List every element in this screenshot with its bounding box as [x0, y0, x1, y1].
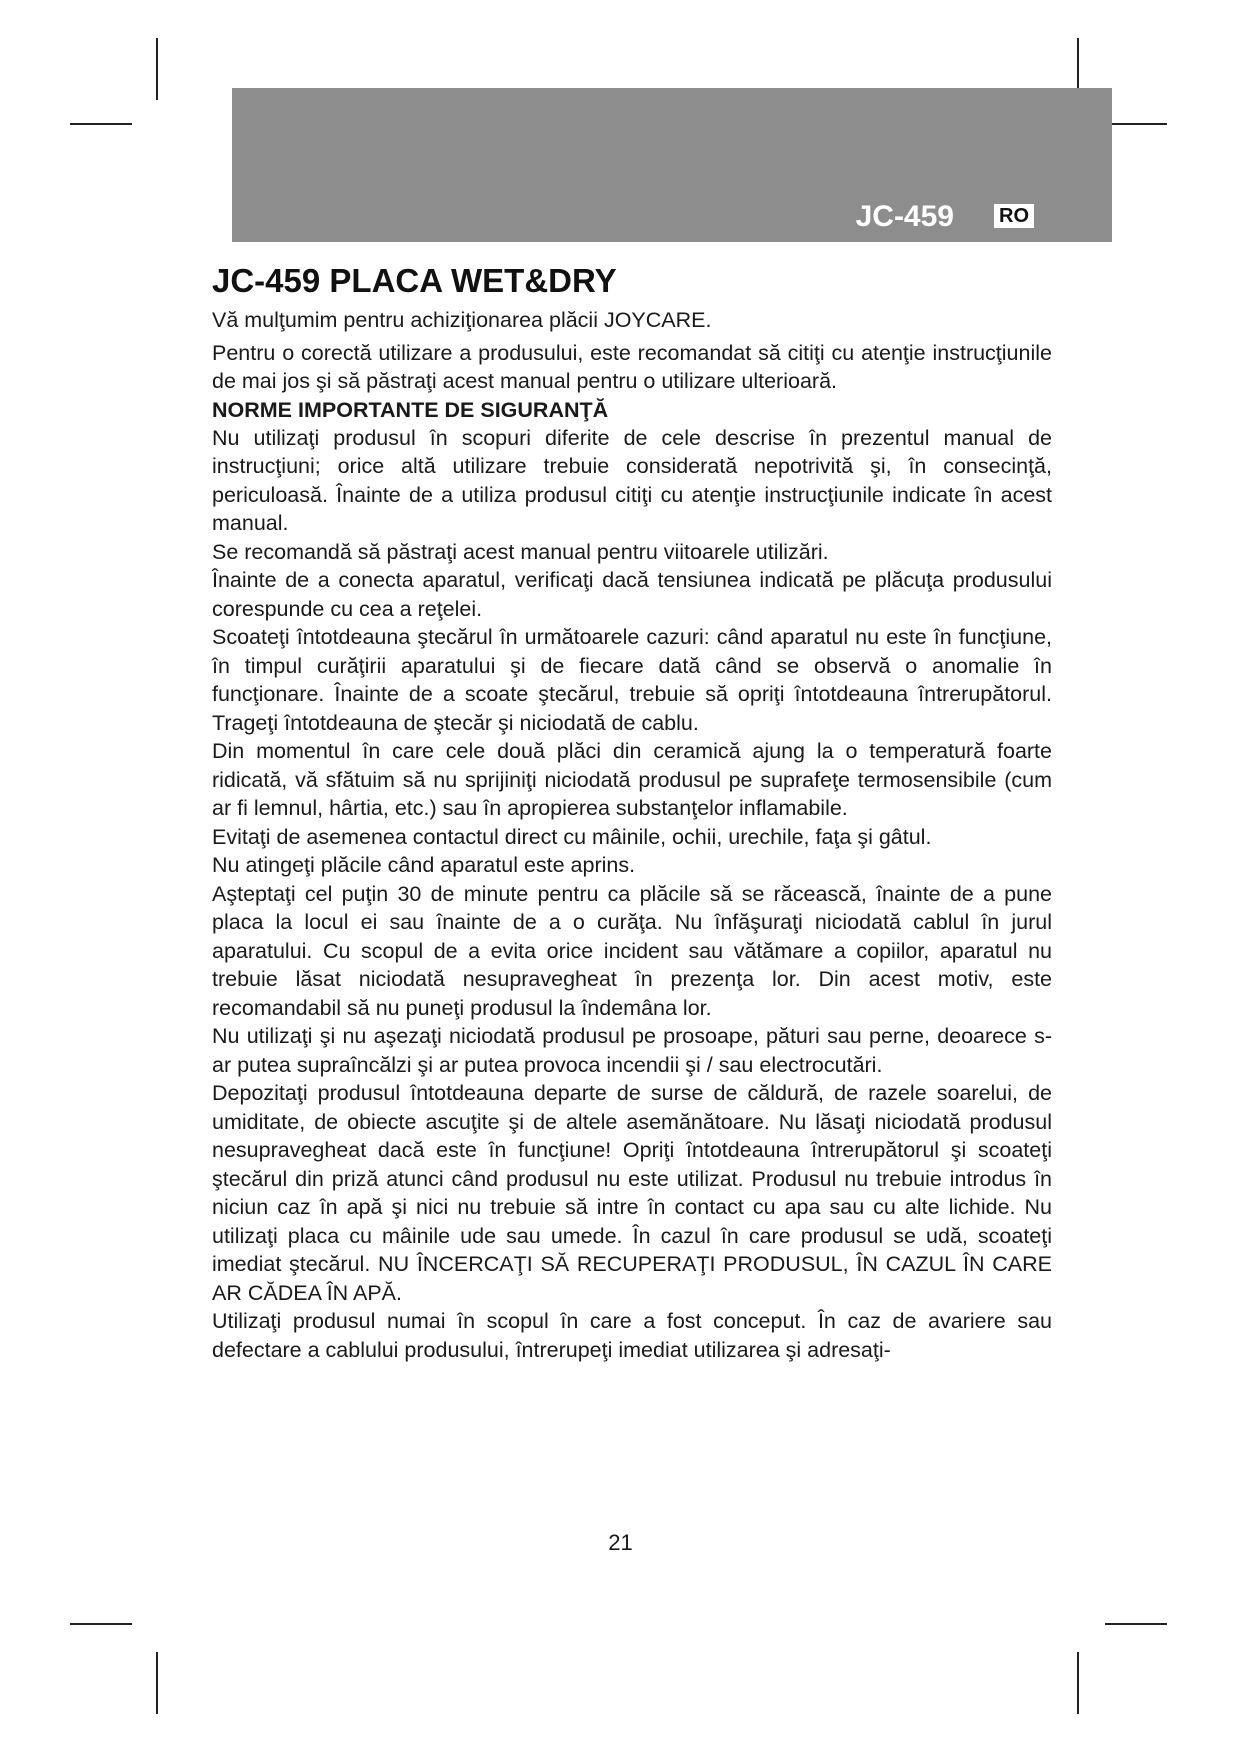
safety-paragraph: Scoateţi întotdeauna ştecărul în următoarele cazuri: când aparatul nu este în funcţiune, în timpul curăţirii aparatului şi de fiecare dată când se observă o anomalie în funcţionare. Înainte de a scoate ştecărul, trebuie să opriţi întotdeauna întrerupătorul. Trageţi întotdeauna de ştecăr şi niciodată de cablu. [212, 625, 1052, 735]
safety-paragraph: Aşteptaţi cel puţin 30 de minute pentru ca plăcile să se răcească, înainte de a pune placa la locul ei sau înainte de a o curăţa. Nu înfăşuraţi niciodată cablul în jurul aparatului. Cu scopul de a evita orice incident sau vătămare a copiilor, aparatul nu trebuie lăsat niciodată nesupravegheat în prezenţa lor. Din acest motiv, este recomandabil să nu puneţi produsul la îndemâna lor. [212, 881, 1052, 1020]
crop-mark-bottom-right-horizontal [1105, 1623, 1167, 1625]
safety-paragraph: Din momentul în care cele două plăci din ceramică ajung la o temperatură foarte ridicată, vă sfătuim să nu sprijiniţi niciodată produsul pe suprafeţe termosensibile (cum ar fi lemnul, hârtia, etc.) sau în apropierea substanţelor inflamabile. [212, 739, 1052, 820]
safety-paragraph: Utilizaţi produsul numai în scopul în care a fost conceput. În caz de avariere sau defectare a cablului produsului, întrerupeţi imediat utilizarea şi adresaţi- [212, 1309, 1052, 1362]
safety-paragraph: Înainte de a conecta aparatul, verificaţi dacă tensiunea indicată pe plăcuţa produsului corespunde cu cea a reţelei. [212, 568, 1052, 621]
document-title: JC-459 PLACA WET&DRY [212, 262, 617, 299]
crop-mark-bottom-left-horizontal [70, 1623, 132, 1625]
crop-mark-bottom-left-vertical [156, 1652, 158, 1714]
crop-mark-bottom-right-vertical [1077, 1652, 1079, 1714]
safety-paragraph: Se recomandă să păstraţi acest manual pentru viitoarele utilizări. [212, 539, 829, 564]
safety-paragraph: Depozitaţi produsul întotdeauna departe de surse de căldură, de razele soarelui, de umiditate, de obiecte ascuţite şi de altele asemănătoare. Nu lăsaţi niciodată produsul nesupravegheat dacă este în funcţiune! Opriţi întotdeauna întrerupătorul şi scoateţi ştecărul din priză atunci când produsul nu este utilizat. Produsul nu trebuie introdus în niciun caz în apă şi nici nu trebuie să intre în contact cu apa sau cu alte lichide. Nu utilizaţi placa cu mâinile ude sau umede. În cazul în care produsul se udă, scoateţi imediat ştecărul. NU ÎNCERCAŢI SĂ RECUPERAŢI PRODUSUL, ÎN CAZUL ÎN CARE AR CĂDEA ÎN APĂ. [212, 1081, 1052, 1305]
header-band [232, 88, 1112, 242]
page-number: 21 [608, 1530, 633, 1555]
safety-paragraph: Nu utilizaţi produsul în scopuri diferite de cele descrise în prezentul manual de instrucţiuni; orice altă utilizare trebuie considerată nepotrivită şi, în consecinţă, periculoasă. Înainte de a utiliza produsul citiţi cu atenţie instrucţiunile indicate în acest manual. [212, 425, 1052, 535]
crop-mark-top-left-horizontal [70, 123, 132, 125]
document-body [212, 262, 1052, 1364]
intro-instructions: Pentru o corectă utilizare a produsului, este recomandat să citiţi cu atenţie instrucţiunile de mai jos şi să păstraţi acest manual pentru o utilizare ulterioară. [212, 340, 1052, 393]
section-heading-safety: NORME IMPORTANTE DE SIGURANŢĂ [212, 397, 609, 422]
header-model-label: JC-459 [855, 200, 954, 233]
safety-paragraph: Nu atingeţi plăcile când aparatul este aprins. [212, 853, 636, 877]
language-badge: RO [994, 204, 1034, 228]
safety-paragraph: Evitaţi de asemenea contactul direct cu mâinile, ochii, urechile, faţa şi gâtul. [212, 824, 932, 849]
safety-paragraph: Nu utilizaţi şi nu aşezaţi niciodată produsul pe prosoape, pături sau perne, deoarece s-ar putea supraîncălzi şi ar putea provoca incendii şi / sau electrocutări. [212, 1024, 1052, 1077]
crop-mark-top-right-horizontal [1105, 123, 1167, 125]
intro-thanks: Vă mulţumim pentru achiziţionarea plăcii JOYCARE. [212, 308, 712, 332]
crop-mark-top-left-vertical [156, 38, 158, 100]
